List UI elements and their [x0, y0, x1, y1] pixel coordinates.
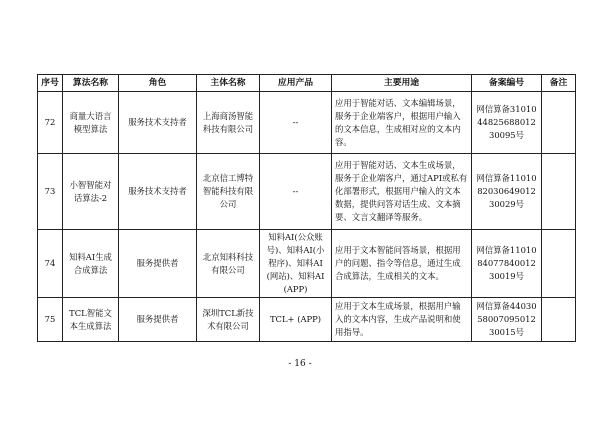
- cell-product: 知料AI(公众账号)、知料AI(小程序)、知料AI(网站)、知料AI(APP): [260, 230, 332, 298]
- cell-product: TCL+ (APP): [260, 298, 332, 342]
- page-number: - 16 -: [288, 359, 312, 369]
- header-algorithm: 算法名称: [63, 75, 119, 92]
- cell-usage: 应用于智能对话、文本生成场景，服务于企业端客户，通过API或私有化部署形式，根据用户输入的文本数据，提供问答对话生成、文本摘要、文言文翻译等服务。: [332, 154, 472, 230]
- cell-algorithm: TCL智能文本生成算法: [63, 298, 119, 342]
- table-header-row: [38, 75, 576, 92]
- cell-usage: 应用于智能对话、文本编辑场景，服务于企业端客户，根据用户输入的文本信息，生成相对应的文本内容。: [332, 92, 472, 154]
- cell-product: --: [260, 92, 332, 154]
- header-entity: 主体名称: [197, 75, 260, 92]
- cell-role: 服务提供者: [119, 230, 197, 298]
- header-filing: 备案编号: [472, 75, 542, 92]
- cell-role: 服务提供者: [119, 298, 197, 342]
- cell-algorithm: 小智智能对话算法-2: [63, 154, 119, 230]
- cell-entity: 北京知料科技有限公司: [197, 230, 260, 298]
- cell-no: 74: [38, 230, 63, 298]
- cell-filing: 网信算备110108203064901230029号: [472, 154, 542, 230]
- header-no: 序号: [38, 75, 63, 92]
- cell-no: 73: [38, 154, 63, 230]
- table-row: [38, 298, 576, 342]
- cell-no: 72: [38, 92, 63, 154]
- table-row: [38, 230, 576, 298]
- header-product: 应用产品: [260, 75, 332, 92]
- header-usage: 主要用途: [332, 75, 472, 92]
- table-row: [38, 154, 576, 230]
- cell-remark: [542, 92, 576, 154]
- header-role: 角色: [119, 75, 197, 92]
- cell-entity: 深圳TCL新技术有限公司: [197, 298, 260, 342]
- cell-product: --: [260, 154, 332, 230]
- cell-remark: [542, 298, 576, 342]
- cell-entity: 上海商汤智能科技有限公司: [197, 92, 260, 154]
- header-remark: 备注: [542, 75, 576, 92]
- table-row: [38, 92, 576, 154]
- cell-algorithm: 知料AI生成合成算法: [63, 230, 119, 298]
- cell-usage: 应用于文本生成场景，根据用户输入的文本内容，生成产品说明和使用指导。: [332, 298, 472, 342]
- cell-role: 服务技术支持者: [119, 154, 197, 230]
- cell-usage: 应用于文本智能问答场景，根据用户的问题、指令等信息，通过生成合成算法，生成相关的文本。: [332, 230, 472, 298]
- cell-remark: [542, 154, 576, 230]
- cell-no: 75: [38, 298, 63, 342]
- cell-algorithm: 商量大语言模型算法: [63, 92, 119, 154]
- cell-role: 服务技术支持者: [119, 92, 197, 154]
- cell-filing: 网信算备310104482568801230095号: [472, 92, 542, 154]
- cell-entity: 北京信工博特智能科技有限公司: [197, 154, 260, 230]
- cell-remark: [542, 230, 576, 298]
- cell-filing: 网信算备110108407784001230019号: [472, 230, 542, 298]
- algorithm-filing-table: [37, 74, 576, 342]
- cell-filing: 网信算备440305800709501230015号: [472, 298, 542, 342]
